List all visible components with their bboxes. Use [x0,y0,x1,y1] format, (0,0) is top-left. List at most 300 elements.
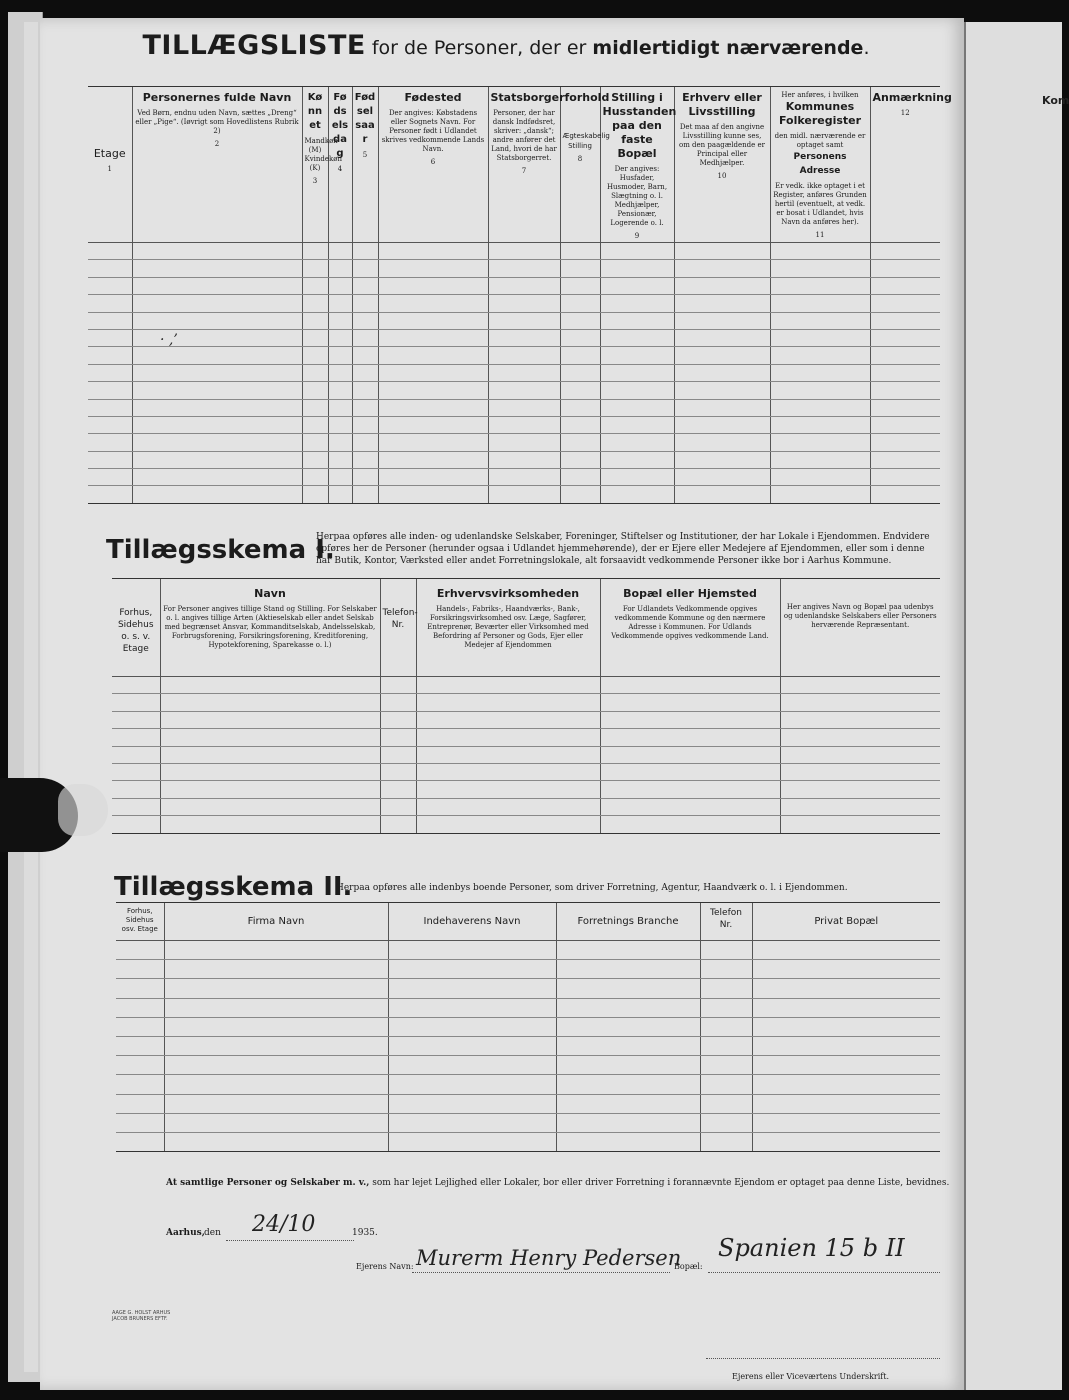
table-cell[interactable] [352,382,378,399]
table-cell[interactable] [328,399,352,416]
table-cell[interactable] [112,763,160,780]
table-cell[interactable] [88,347,132,364]
table-cell[interactable] [352,347,378,364]
table-cell[interactable] [870,260,940,277]
table-cell[interactable] [302,382,328,399]
table-cell[interactable] [770,416,870,433]
table-cell[interactable] [770,469,870,486]
table-cell[interactable] [870,277,940,294]
table-cell[interactable] [328,347,352,364]
table-cell[interactable] [378,277,488,294]
table-cell[interactable] [352,469,378,486]
table-cell[interactable] [600,243,674,260]
table-cell[interactable] [328,382,352,399]
table-cell[interactable] [556,1036,700,1055]
table-cell[interactable] [770,451,870,468]
table-cell[interactable] [88,277,132,294]
table-cell[interactable] [600,798,780,815]
table-cell[interactable] [380,798,416,815]
table-cell[interactable] [780,694,940,711]
table-cell[interactable] [378,295,488,312]
table-cell[interactable] [380,781,416,798]
table-cell[interactable] [378,329,488,346]
table-cell[interactable] [112,781,160,798]
table-cell[interactable] [328,243,352,260]
table-cell[interactable] [416,694,600,711]
table-cell[interactable] [600,746,780,763]
table-cell[interactable] [770,243,870,260]
table-cell[interactable] [352,364,378,381]
table-cell[interactable] [752,1036,940,1055]
table-cell[interactable] [352,329,378,346]
table-cell[interactable] [88,312,132,329]
table-cell[interactable] [700,998,752,1017]
table-cell[interactable] [752,960,940,979]
table-cell[interactable] [674,434,770,451]
table-cell[interactable] [112,798,160,815]
table-cell[interactable] [674,277,770,294]
table-cell[interactable] [600,364,674,381]
table-cell[interactable] [488,382,560,399]
table-cell[interactable] [378,260,488,277]
table-cell[interactable] [600,469,674,486]
table-cell[interactable] [88,451,132,468]
table-cell[interactable] [560,295,600,312]
table-cell[interactable] [380,677,416,694]
table-cell[interactable] [328,469,352,486]
table-cell[interactable] [164,1017,388,1036]
table-cell[interactable] [328,486,352,503]
table-cell[interactable] [556,998,700,1017]
table-cell[interactable] [164,1094,388,1113]
table-cell[interactable] [380,694,416,711]
table-cell[interactable] [700,1075,752,1094]
table-cell[interactable] [560,312,600,329]
table-cell[interactable] [352,243,378,260]
table-cell[interactable] [164,1113,388,1132]
table-cell[interactable] [674,382,770,399]
table-cell[interactable] [780,781,940,798]
table-cell[interactable] [560,277,600,294]
table-cell[interactable] [488,416,560,433]
table-cell[interactable] [88,329,132,346]
table-cell[interactable] [132,364,302,381]
table-cell[interactable] [378,434,488,451]
table-cell[interactable] [302,486,328,503]
table-cell[interactable] [88,469,132,486]
table-cell[interactable] [770,312,870,329]
table-cell[interactable] [132,399,302,416]
table-cell[interactable] [770,295,870,312]
table-cell[interactable] [416,711,600,728]
table-cell[interactable] [752,1056,940,1075]
table-cell[interactable] [416,763,600,780]
table-cell[interactable] [488,243,560,260]
table-cell[interactable] [112,816,160,833]
table-cell[interactable] [560,399,600,416]
table-cell[interactable] [780,816,940,833]
table-cell[interactable] [352,399,378,416]
table-cell[interactable] [556,960,700,979]
table-cell[interactable] [116,1036,164,1055]
table-cell[interactable] [380,816,416,833]
table-cell[interactable] [88,364,132,381]
table-cell[interactable] [870,329,940,346]
table-cell[interactable] [302,243,328,260]
table-cell[interactable] [700,1036,752,1055]
table-cell[interactable] [770,434,870,451]
table-cell[interactable] [870,434,940,451]
table-cell[interactable] [556,1132,700,1151]
table-cell[interactable] [88,382,132,399]
table-cell[interactable] [164,979,388,998]
table-cell[interactable] [132,260,302,277]
table-cell[interactable] [388,1075,556,1094]
table-cell[interactable] [352,312,378,329]
table-cell[interactable] [378,347,488,364]
table-cell[interactable] [700,1017,752,1036]
table-cell[interactable] [164,1132,388,1151]
table-cell[interactable] [88,486,132,503]
table-cell[interactable] [328,329,352,346]
table-cell[interactable] [870,469,940,486]
table-cell[interactable] [600,729,780,746]
table-cell[interactable] [112,729,160,746]
table-cell[interactable] [388,1132,556,1151]
table-cell[interactable] [488,312,560,329]
table-cell[interactable] [674,260,770,277]
table-cell[interactable] [600,711,780,728]
table-cell[interactable] [600,434,674,451]
table-cell[interactable] [116,1017,164,1036]
table-cell[interactable] [752,1132,940,1151]
table-cell[interactable] [770,347,870,364]
table-cell[interactable] [770,329,870,346]
table-cell[interactable] [380,729,416,746]
table-cell[interactable] [132,451,302,468]
table-cell[interactable] [164,941,388,960]
table-cell[interactable] [416,816,600,833]
table-cell[interactable] [116,1113,164,1132]
table-cell[interactable] [674,364,770,381]
table-cell[interactable] [388,1094,556,1113]
table-cell[interactable] [352,434,378,451]
table-cell[interactable] [700,1113,752,1132]
table-cell[interactable] [116,960,164,979]
table-cell[interactable] [302,416,328,433]
table-cell[interactable] [488,295,560,312]
table-cell[interactable] [674,399,770,416]
table-cell[interactable] [600,451,674,468]
table-cell[interactable] [600,416,674,433]
table-cell[interactable] [488,451,560,468]
table-cell[interactable] [116,1132,164,1151]
table-cell[interactable] [116,941,164,960]
table-cell[interactable] [302,277,328,294]
table-cell[interactable] [164,1075,388,1094]
table-cell[interactable] [600,781,780,798]
table-cell[interactable] [116,1056,164,1075]
table-cell[interactable] [112,711,160,728]
table-cell[interactable] [302,469,328,486]
table-cell[interactable] [352,260,378,277]
table-cell[interactable] [870,416,940,433]
table-cell[interactable] [378,364,488,381]
table-cell[interactable] [780,729,940,746]
table-cell[interactable] [132,416,302,433]
table-cell[interactable] [700,960,752,979]
table-cell[interactable] [674,295,770,312]
table-cell[interactable] [674,451,770,468]
table-cell[interactable] [88,295,132,312]
table-cell[interactable] [770,277,870,294]
table-cell[interactable] [380,763,416,780]
table-cell[interactable] [388,998,556,1017]
table-cell[interactable] [328,364,352,381]
table-cell[interactable] [560,469,600,486]
table-cell[interactable] [160,816,380,833]
table-cell[interactable] [388,1113,556,1132]
table-cell[interactable] [770,486,870,503]
table-cell[interactable] [870,347,940,364]
table-cell[interactable] [770,382,870,399]
table-cell[interactable] [870,364,940,381]
table-cell[interactable] [302,347,328,364]
table-cell[interactable] [380,711,416,728]
table-cell[interactable] [132,329,302,346]
table-cell[interactable] [752,1094,940,1113]
table-cell[interactable] [378,416,488,433]
table-cell[interactable] [302,364,328,381]
table-cell[interactable] [780,763,940,780]
table-cell[interactable] [780,711,940,728]
table-cell[interactable] [416,798,600,815]
table-cell[interactable] [488,260,560,277]
table-cell[interactable] [302,399,328,416]
table-cell[interactable] [560,329,600,346]
table-cell[interactable] [328,260,352,277]
table-cell[interactable] [700,979,752,998]
table-cell[interactable] [378,451,488,468]
table-cell[interactable] [378,486,488,503]
table-cell[interactable] [352,416,378,433]
table-cell[interactable] [780,746,940,763]
table-cell[interactable] [132,347,302,364]
table-cell[interactable] [378,312,488,329]
table-cell[interactable] [770,399,870,416]
table-cell[interactable] [488,486,560,503]
table-cell[interactable] [352,451,378,468]
table-cell[interactable] [328,277,352,294]
table-cell[interactable] [600,763,780,780]
table-cell[interactable] [780,677,940,694]
table-cell[interactable] [488,399,560,416]
table-cell[interactable] [160,746,380,763]
table-cell[interactable] [160,781,380,798]
table-cell[interactable] [132,277,302,294]
table-cell[interactable] [600,277,674,294]
table-cell[interactable] [378,382,488,399]
table-cell[interactable] [132,469,302,486]
table-cell[interactable] [388,1036,556,1055]
table-cell[interactable] [600,677,780,694]
table-cell[interactable] [700,1094,752,1113]
table-cell[interactable] [560,451,600,468]
table-cell[interactable] [700,1056,752,1075]
table-cell[interactable] [752,1075,940,1094]
table-cell[interactable] [352,486,378,503]
table-cell[interactable] [488,469,560,486]
table-cell[interactable] [416,746,600,763]
table-cell[interactable] [488,347,560,364]
table-cell[interactable] [378,399,488,416]
table-cell[interactable] [132,486,302,503]
table-cell[interactable] [556,979,700,998]
table-cell[interactable] [132,243,302,260]
table-cell[interactable] [380,746,416,763]
table-cell[interactable] [164,1056,388,1075]
table-cell[interactable] [770,364,870,381]
table-cell[interactable] [378,469,488,486]
table-cell[interactable] [674,243,770,260]
table-cell[interactable] [302,451,328,468]
table-cell[interactable] [674,312,770,329]
table-cell[interactable] [88,260,132,277]
table-cell[interactable] [352,277,378,294]
table-cell[interactable] [416,729,600,746]
table-cell[interactable] [600,295,674,312]
table-cell[interactable] [302,295,328,312]
table-cell[interactable] [600,329,674,346]
table-cell[interactable] [488,434,560,451]
table-cell[interactable] [770,260,870,277]
table-cell[interactable] [416,781,600,798]
table-cell[interactable] [112,746,160,763]
table-cell[interactable] [388,960,556,979]
table-cell[interactable] [752,1113,940,1132]
table-cell[interactable] [388,941,556,960]
table-cell[interactable] [302,329,328,346]
table-cell[interactable] [88,243,132,260]
table-cell[interactable] [116,1075,164,1094]
table-cell[interactable] [752,941,940,960]
table-cell[interactable] [600,312,674,329]
table-cell[interactable] [870,382,940,399]
table-cell[interactable] [88,416,132,433]
table-cell[interactable] [870,399,940,416]
table-cell[interactable] [600,260,674,277]
table-cell[interactable] [560,347,600,364]
table-cell[interactable] [556,1056,700,1075]
table-cell[interactable] [600,399,674,416]
table-cell[interactable] [752,998,940,1017]
table-cell[interactable] [560,364,600,381]
table-cell[interactable] [780,798,940,815]
table-cell[interactable] [328,451,352,468]
table-cell[interactable] [352,295,378,312]
table-cell[interactable] [378,243,488,260]
table-cell[interactable] [160,729,380,746]
table-cell[interactable] [488,277,560,294]
table-cell[interactable] [752,1017,940,1036]
table-cell[interactable] [488,364,560,381]
table-cell[interactable] [160,694,380,711]
table-cell[interactable] [116,1094,164,1113]
table-cell[interactable] [112,694,160,711]
table-cell[interactable] [556,941,700,960]
table-cell[interactable] [132,382,302,399]
table-cell[interactable] [328,416,352,433]
table-cell[interactable] [160,763,380,780]
table-cell[interactable] [388,979,556,998]
table-cell[interactable] [674,469,770,486]
table-cell[interactable] [132,295,302,312]
table-cell[interactable] [674,347,770,364]
table-cell[interactable] [160,677,380,694]
table-cell[interactable] [302,434,328,451]
table-cell[interactable] [560,260,600,277]
table-cell[interactable] [488,329,560,346]
table-cell[interactable] [112,677,160,694]
table-cell[interactable] [116,998,164,1017]
table-cell[interactable] [600,486,674,503]
table-cell[interactable] [556,1094,700,1113]
table-cell[interactable] [870,243,940,260]
table-cell[interactable] [160,798,380,815]
table-cell[interactable] [870,451,940,468]
table-cell[interactable] [302,260,328,277]
table-cell[interactable] [674,416,770,433]
table-cell[interactable] [328,295,352,312]
table-cell[interactable] [88,434,132,451]
table-cell[interactable] [600,382,674,399]
table-cell[interactable] [600,347,674,364]
table-cell[interactable] [870,486,940,503]
table-cell[interactable] [132,434,302,451]
table-cell[interactable] [416,677,600,694]
table-cell[interactable] [700,941,752,960]
table-cell[interactable] [752,979,940,998]
table-cell[interactable] [674,486,770,503]
table-cell[interactable] [556,1113,700,1132]
table-cell[interactable] [164,998,388,1017]
table-cell[interactable] [132,312,302,329]
table-cell[interactable] [556,1075,700,1094]
table-cell[interactable] [560,434,600,451]
table-cell[interactable] [388,1056,556,1075]
table-cell[interactable] [560,486,600,503]
table-cell[interactable] [560,416,600,433]
table-cell[interactable] [600,694,780,711]
table-cell[interactable] [388,1017,556,1036]
table-cell[interactable] [328,434,352,451]
table-cell[interactable] [164,960,388,979]
table-cell[interactable] [674,329,770,346]
table-cell[interactable] [302,312,328,329]
table-cell[interactable] [700,1132,752,1151]
table-cell[interactable] [160,711,380,728]
table-cell[interactable] [328,312,352,329]
table-cell[interactable] [870,295,940,312]
table-cell[interactable] [560,243,600,260]
table-cell[interactable] [600,816,780,833]
table-cell[interactable] [164,1036,388,1055]
table-cell[interactable] [556,1017,700,1036]
table-cell[interactable] [870,312,940,329]
table-cell[interactable] [560,382,600,399]
table-cell[interactable] [116,979,164,998]
table-cell[interactable] [88,399,132,416]
